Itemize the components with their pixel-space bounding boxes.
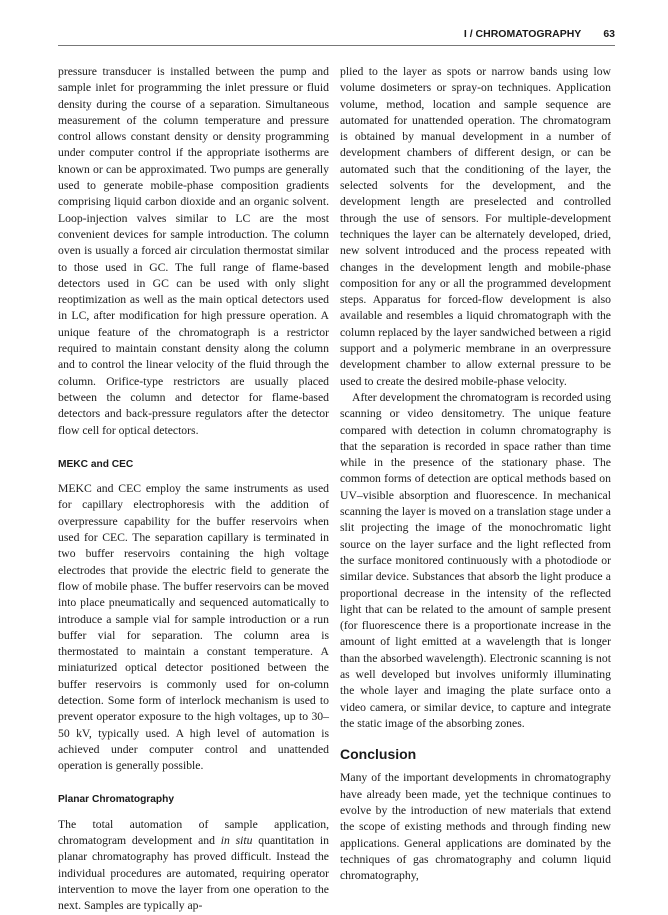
right-column [340, 64, 611, 885]
planar-text-b: quantitation in planar chromatography has proved difficult. Instead the individual procedures are automated, requiring operator intervention to move the layer from one operation to the next. Samples are typically ap- [58, 834, 329, 913]
paragraph-sfc-instrumentation: pressure transducer is installed between the pump and sample inlet for programming the inlet pressure or fluid density during the course of a separation. Simultaneous measurement of the column temperature and pressure control allows constant density or density programming under computer control if the appropriate isotherms are known or can be approximated. Two pumps are generally used to generate mobile-phase composition gradients comprising liquid carbon dioxide and an organic solvent. Loop-injection valves similar to LC are the most convenient devices for sample introduction. The column oven is usually a forced air circulation thermostat similar to those used in GC. The full range of flame-based detectors used in GC can be used with only slight reoptimization as well as the main optical detectors used in LC, after modification for high pressure operation. A unique feature of the chromatograph is a restrictor required to maintain constant density along the column and to control the linear velocity of the fluid through the column. Orifice-type restrictors are usually placed between the column and detector for flame-based detectors and back-pressure regulators after the detector flow cell for optical detectors. [58, 65, 329, 437]
header-rule [58, 45, 615, 46]
section-heading-mekc-cec: MEKC and CEC [58, 458, 134, 470]
planar-text-a: The total automation of sample application, chromatogram development and [58, 817, 329, 848]
section-heading-planar: Planar Chromatography [58, 794, 175, 806]
running-title: I / CHROMATOGRAPHY [463, 28, 582, 40]
planar-italic-term: in situ [220, 834, 253, 848]
page-number: 63 [603, 28, 615, 40]
paragraph-sample-application: plied to the layer as spots or narrow bands using low volume dosimeters or spray-on techniques. Application volume, method, location and sample sequence are automated for unattended operation. The chromatogram is obtained by manual development in a number of development chambers of different design, or can be automated such that the conditioning of the layer, the selected solvents for the development, and the development length are preselected and controlled through the use of sensors. For multiple-development techniques the layer can be alternately developed, dried, new solvent introduced and the process repeated with changes in the development length and mobile-phase composition for any or all the programmed development steps. Apparatus for forced-flow development is also available and resembles a liquid chromatograph with the column replaced by the layer sandwiched between a rigid support and a polymeric membrane in an overpressure development chamber to allow external pressure to be used to create the desired mobile-phase velocity. [340, 65, 611, 388]
paragraph-densitometry: After development the chromatogram is recorded using scanning or video densitometry. The unique feature compared with detection in column chromatography is that the separation is recorded in space rather than time while in the presence of the stationary phase. The common forms of detection are optical methods based on UV–visible absorption and fluorescence. In mechanical scanning the layer is moved on a translation stage under a slit projecting the image of the monochromatic light source on the layer surface and the light reflected from the surface monitored continuously with a photodiode or similar device. Substances that absorb the light produce a proportional decrease in the intensity of the reflected light that can be related to the amount of sample present (for fluorescence there is a proportionate increase in the amount of light emitted at a wavelength that is longer than the absorbed wavelength). Electronic scanning is not as well developed but involves uniformly illuminating the whole layer and imaging the plate surface onto a video camera, or similar device, to capture and integrate the static image of the absorbing zones. [340, 390, 611, 730]
paragraph-mekc-cec: MEKC and CEC employ the same instruments as used for capillary electrophoresis with the addition of overpressure capability for the buffer reservoirs when used for CEC. The separation capillary is terminated in two buffer reservoirs containing the high voltage electrodes that provide the electric field to generate the flow of mobile phase. The buffer reservoirs can be moved into place pneumatically and sequenced automatically to introduce a sample vial for sample introduction or a run buffer vial for separation. The column area is thermostated to maintain a constant temperature. A miniaturized optical detector positioned between the buffer reservoirs is commonly used for on-column detection. Some form of interlock mechanism is used to prevent operator exposure to the high voltages, up to 30–50 kV, typically used. A high level of automation is achieved under computer control and unattended operation is generally possible. [58, 482, 329, 773]
left-column [58, 64, 329, 915]
paragraph-conclusion: Many of the important developments in chromatography have already been made, yet the technique continues to evolve by the introduction of new materials that extend the scope of existing methods and through finding new applications. General applications are dominated by the techniques of gas chromatography and column liquid chromatography, [340, 771, 611, 883]
running-header [58, 26, 615, 42]
section-heading-conclusion: Conclusion [340, 746, 417, 763]
